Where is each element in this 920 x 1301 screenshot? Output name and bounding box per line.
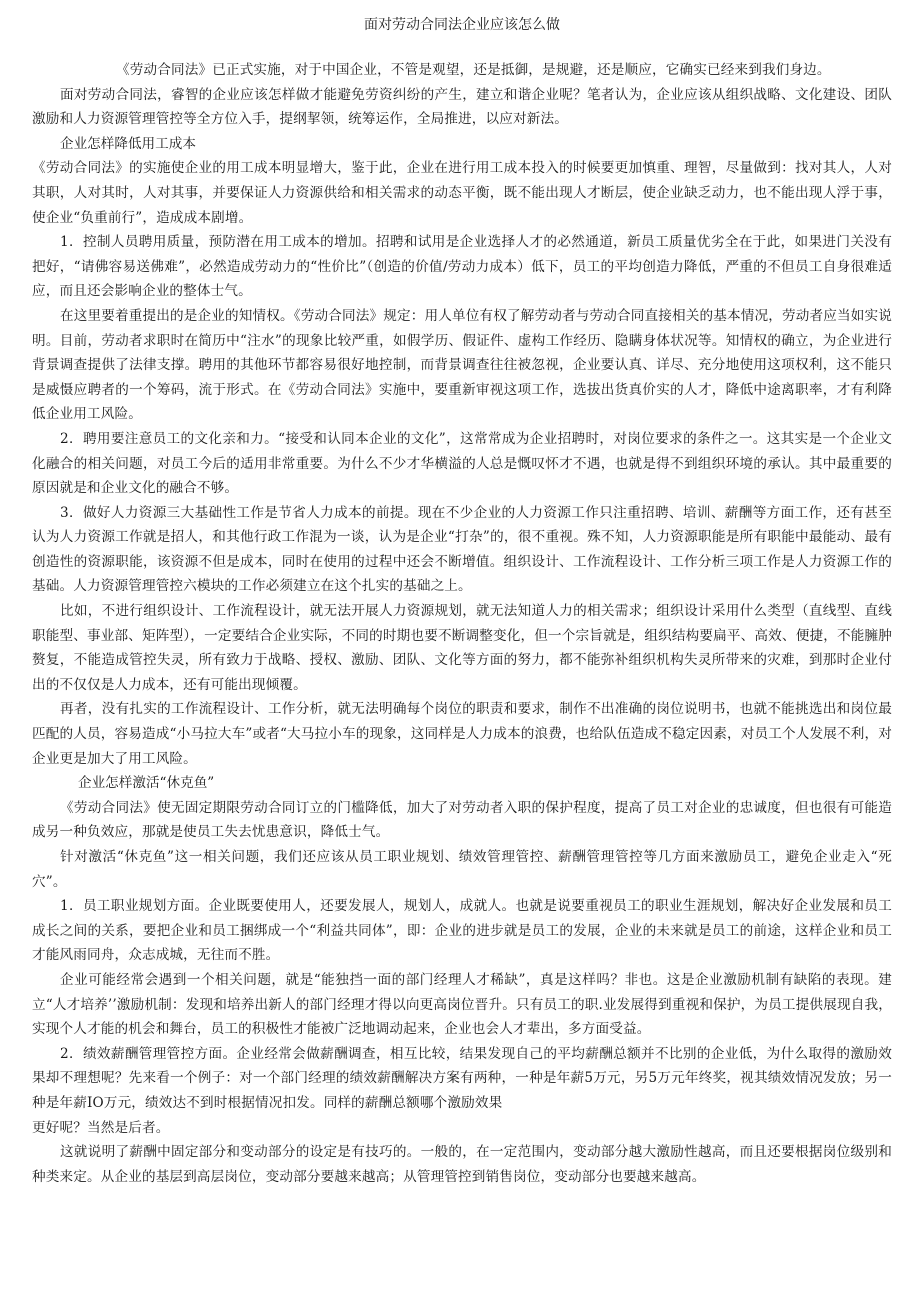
paragraph: 企业可能经常会遇到一个相关问题，就是“能独挡一面的部门经理人才稀缺”，真是这样吗？非也。这是企业激励机制有缺陷的表现。建立“人才培养’’激励机制：发现和培养出新人的部门经理才得以向更高岗位晋升。只有员工的职.业发展得到重视和保护，为员工提供展现自我，实现个人才能的机会和舞台，员工的积极性才能被广泛地调动起来，企业也会人才辈出，多方面受益。 <box>32 971 892 1038</box>
paragraph: 1．控制人员聘用质量，预防潜在用工成本的增加。招聘和试用是企业选择人才的必然通道，新员工质量优劣全在于此，如果进门关没有把好，“请佛容易送佛难”，必然造成劳动力的“性价比”（创造的价值/劳动力成本）低下，员工的平均创造力降低，严重的不但员工自身很难适应，而且还会影响企业的整体士气。 <box>32 234 892 300</box>
paragraph: 这就说明了薪酬中固定部分和变动部分的设定是有技巧的。一般的，在一定范围内，变动部分越大激励性越高，而且还要根据岗位级别和种类来定。从企业的基层到高层岗位，变动部分要越来越高；从管理管控到销售岗位，变动部分也要越来越高。 <box>32 1144 892 1185</box>
paragraph: 再者，没有扎实的工作流程设计、工作分析，就无法明确每个岗位的职责和要求，制作不出准确的岗位说明书，也就不能挑选出和岗位最匹配的人员，容易造成“小马拉大车”或者“大马拉小车的现象，这同样是人力成本的浪费，也给队伍造成不稳定因素，对员工个人发展不利，对企业更是加大了用工风险。 <box>32 701 892 767</box>
document-title: 面对劳动合同法企业应该怎么做 <box>364 17 560 33</box>
paragraph: 更好呢？当然是后者。 <box>32 1119 170 1136</box>
paragraph: 2．聘用要注意员工的文化亲和力。“接受和认同本企业的文化”，这常常成为企业招聘时，对岗位要求的条件之一。这其实是一个企业文化融合的相关问题，对员工今后的适用非常重要。为什么不少才华横溢的人总是慨叹怀才不遇，也就是得不到组织环境的承认。其中最重要的原因就是和企业文化的融合不够。 <box>32 430 892 497</box>
paragraph: 比如，不进行组织设计、工作流程设计，就无法开展人力资源规划，就无法知道人力的相关需求；组织设计采用什么类型（直线型、直线职能型、事业部、矩阵型），一定要结合企业实际，不同的时期也要不断调整变化，但一个宗旨就是，组织结构要扁平、高效、便捷，不能臃肿赘复，不能造成管控失灵，所有致力于战略、授权、激励、团队、文化等方面的努力，都不能弥补组织机构失灵所带来的灾难，到那时企业付出的不仅仅是人力成本，还有可能出现倾覆。 <box>32 603 892 693</box>
paragraph: 2．绩效薪酬管理管控方面。企业经常会做薪酬调查，相互比较，结果发现自己的平均薪酬总额并不比别的企业低，为什么取得的激励效果却不理想呢？先来看一个例子：对一个部门经理的绩效薪酬解决方案有两种，一种是年薪5万元，另5万元年终奖，视其绩效情况发放；另一种是年薪IO万元，绩效达不到时根据情况扣发。同样的薪酬总额哪个激励效果 <box>32 1045 892 1111</box>
paragraph-intro: 《劳动合同法》已正式实施，对于中国企业，不管是观望，还是抵御，是规避，还是顺应，它确实已经来到我们身边。 <box>116 62 831 78</box>
paragraph: 3．做好人力资源三大基础性工作是节省人力成本的前提。现在不少企业的人力资源工作只注重招聘、培训、薪酬等方面工作，还有甚至认为人力资源工作就是招人，和其他行政工作混为一谈，认为是企业“打杂”的，很不重视。殊不知，人力资源职能是所有职能中最能动、最有创造性的资源职能，该资源不但是成本，同时在使用的过程中还会不断增值。组织设计、工作流程设计、工作分析三项工作是人力资源工作的基础。人力资源管理管控六模块的工作必须建立在这个扎实的基础之上。 <box>32 504 892 595</box>
document-page <box>32 14 892 1189</box>
paragraph: 面对劳动合同法，睿智的企业应该怎样做才能避免劳资纠纷的产生，建立和谐企业呢？笔者认为，企业应该从组织战略、文化建设、团队激励和人力资源管理管控等全方位入手，提纲挈领，统筹运作，全局推进，以应对新法。 <box>32 86 892 128</box>
paragraph: 在这里要着重提出的是企业的知情权。《劳动合同法》规定：用人单位有权了解劳动者与劳动合同直接相关的基本情况，劳动者应当如实说明。目前，劳动者求职时在简历中“注水”的现象比较严重，如假学历、假证件、虚构工作经历、隐瞒身体状况等。知情权的确立，为企业进行背景调查提供了法律支撑。聘用的其他环节都容易很好地控制，而背景调查往往被忽视，企业要认真、详尽、充分地使用这项权利，这不能只是威慑应聘者的一个筹码，流于形式。在《劳动合同法》实施中，要重新审视这项工作，选拔出货真价实的人才，降低中途离职率，才有利降低企业用工风险。 <box>32 307 892 423</box>
section-heading-cost: 企业怎样降低用工成本 <box>60 135 196 152</box>
paragraph: 针对激活“休克鱼”这一相关问题，我们还应该从员工职业规划、绩效管理管控、薪酬管理管控等几方面来激励员工，避免企业走入“死穴”。 <box>32 849 892 890</box>
paragraph: 1．员工职业规划方面。企业既要使用人，还要发展人，规划人，成就人。也就是说要重视员工的职业生涯规划，解决好企业发展和员工成长之间的关系，要把企业和员工捆绑成一个“利益共同体”，即：企业的进步就是员工的发展，企业的未来就是员工的前途，这样企业和员工才能风雨同舟，众志成城，无往而不胜。 <box>32 898 892 964</box>
paragraph: 《劳动合同法》的实施使企业的用工成本明显增大，鉴于此，企业在进行用工成本投入的时候要更加慎重、理智，尽量做到：找对其人，人对其职，人对其时，人对其事，并要保证人力资源供给和相关需求的动态平衡，既不能出现人才断层，使企业缺乏动力，也不能出现人浮于事，使企业“负重前行”，造成成本剧增。 <box>32 160 892 226</box>
paragraph: 《劳动合同法》使无固定期限劳动合同订立的门槛降低，加大了对劳动者入职的保护程度，提高了员工对企业的忠诚度，但也很有可能造成另一种负效应，那就是使员工失去忧患意识，降低士气。 <box>32 799 892 841</box>
section-heading-fish: 企业怎样激活“休克鱼” <box>78 775 215 792</box>
